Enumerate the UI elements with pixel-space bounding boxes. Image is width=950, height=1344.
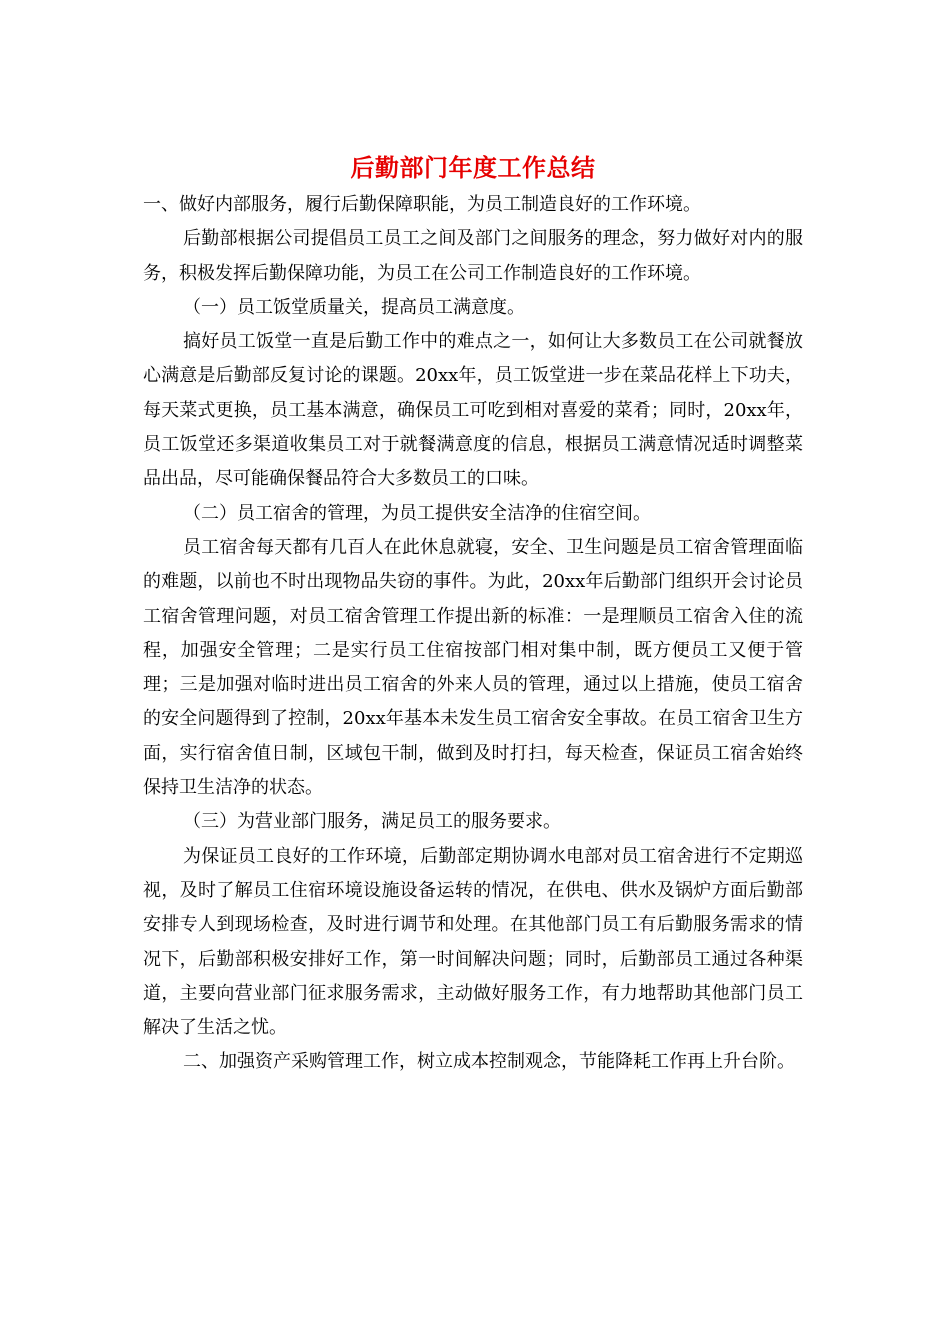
document-title: 后勤部门年度工作总结 bbox=[350, 154, 596, 182]
subsection-heading-dormitory: （二）员工宿舍的管理，为员工提供安全洁净的住宿空间。 bbox=[183, 502, 651, 524]
paragraph-dormitory: 员工宿舍每天都有几百人在此休息就寝，安全、卫生问题是员工宿舍管理面临的难题，以前也不时出现物品失窃的事件。为此，20xx年后勤部门组织开会讨论员工宿舍管理问题，对员工宿舍管理工作提出新的标准：一是理顺员工宿舍入住的流程，加强安全管理；二是实行员工住宿按部门相对集中制，既方便员工又便于管理；三是加强对临时进出员工宿舍的外来人员的管理，通过以上措施，使员工宿舍的安全问题得到了控制，20xx年基本未发生员工宿舍安全事故。在员工宿舍卫生方面，实行宿舍值日制，区域包干制，做到及时打扫，每天检查，保证员工宿舍始终保持卫生洁净的状态。 bbox=[143, 536, 803, 799]
subsection-heading-canteen: （一）员工饭堂质量关，提高员工满意度。 bbox=[183, 296, 525, 318]
paragraph-canteen: 搞好员工饭堂一直是后勤工作中的难点之一，如何让大多数员工在公司就餐放心满意是后勤部反复讨论的课题。20xx年，员工饭堂进一步在菜品花样上下功夫，每天菜式更换，员工基本满意，确保员工可吃到相对喜爱的菜肴；同时，20xx年，员工饭堂还多渠道收集员工对于就餐满意度的信息，根据员工满意情况适时调整菜品出品，尽可能确保餐品符合大多数员工的口味。 bbox=[143, 331, 803, 490]
paragraph-intro: 后勤部根据公司提倡员工员工之间及部门之间服务的理念，努力做好对内的服务，积极发挥后勤保障功能，为员工在公司工作制造良好的工作环境。 bbox=[143, 228, 803, 284]
subsection-heading-service: （三）为营业部门服务，满足员工的服务要求。 bbox=[183, 811, 561, 833]
section-heading-1: 一、做好内部服务，履行后勤保障职能，为员工制造良好的工作环境。 bbox=[143, 194, 701, 215]
section-heading-2: 二、加强资产采购管理工作，树立成本控制观念，节能降耗工作再上升台阶。 bbox=[183, 1051, 795, 1073]
document-page bbox=[143, 148, 803, 1080]
paragraph-service: 为保证员工良好的工作环境，后勤部定期协调水电部对员工宿舍进行不定期巡视，及时了解员工住宿环境设施设备运转的情况，在供电、供水及锅炉方面后勤部安排专人到现场检查，及时进行调节和处理。在其他部门员工有后勤服务需求的情况下，后勤部积极安排好工作，第一时间解决问题；同时，后勤部员工通过各种渠道，主要向营业部门征求服务需求，主动做好服务工作，有力地帮助其他部门员工解决了生活之忧。 bbox=[143, 845, 803, 1039]
